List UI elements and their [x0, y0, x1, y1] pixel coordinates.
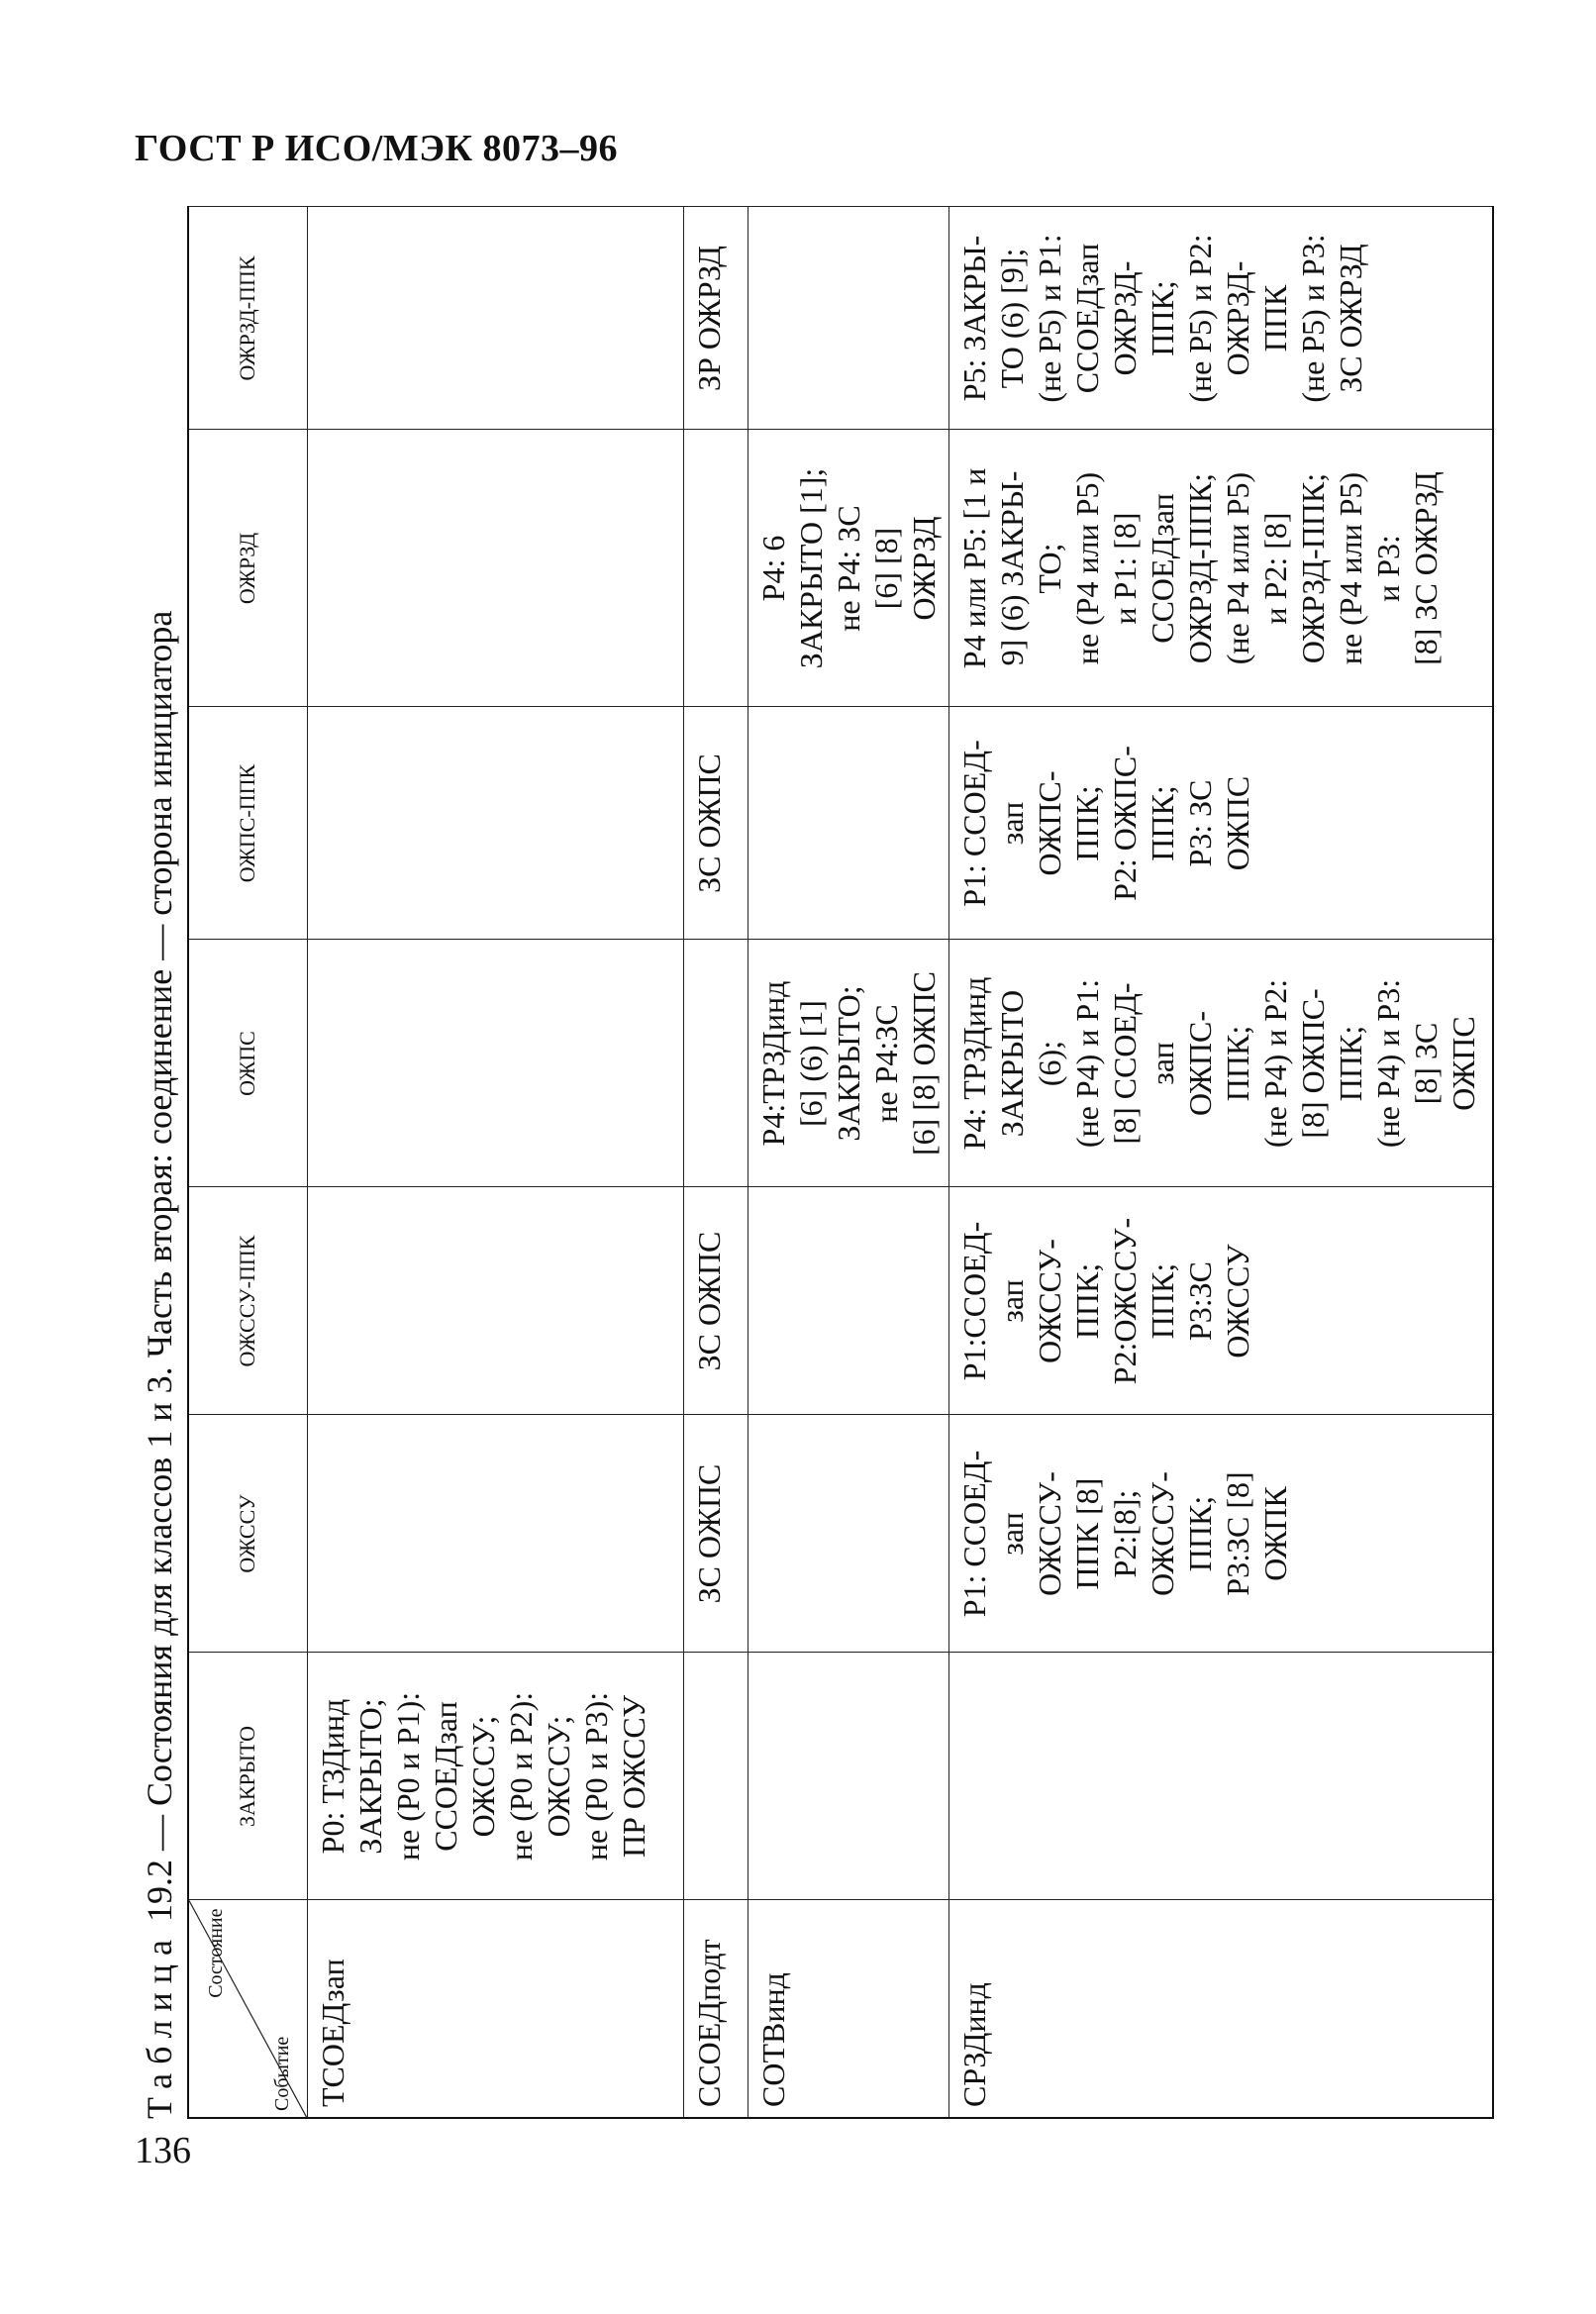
- state-header: ОЖПС-ППК: [188, 707, 307, 940]
- table-cell: [948, 1415, 1493, 1653]
- caption-text: 19.2 — Состояния для классов 1 и 3. Часть вторая: соединение — сторона инициатора: [140, 610, 179, 1923]
- table-cell: [307, 1415, 683, 1653]
- page-number: 136: [135, 2130, 191, 2171]
- table-cell: [307, 207, 683, 430]
- cell-text: Р0: ТЗДинд ЗАКРЫТО; не (Р0 и Р1): ССОЕДзап ОЖССУ; не (Р0 и Р2): ОЖССУ; не (Р0 и Р3): ПР ОЖССУ: [314, 1691, 651, 1861]
- table-cell: [307, 940, 683, 1187]
- table-cell: [307, 1653, 683, 1900]
- table-cell: [748, 1187, 948, 1415]
- cell-text: Р4 или Р5: [1 и 9] (6) ЗАКРЫ- ТО; не (Р4 или Р5) и Р1: [8] ССОЕДзап ОЖРЗД-ППК; (не Р4 или Р5) и Р2: [8] ОЖРЗД-ППК; не (Р4 или Р5) и Р3: [8] ЗС ОЖРЗД: [955, 467, 1444, 669]
- corner-event-label: Событие: [270, 2036, 293, 2111]
- table-cell: [683, 430, 748, 707]
- table-cell: [948, 207, 1493, 430]
- state-header: ОЖРЗД-ППК: [188, 207, 307, 430]
- table-cell: [683, 1653, 748, 1900]
- caption-prefix: Таблица: [140, 1931, 179, 2119]
- table-header-row: [188, 207, 307, 2118]
- cell-text: Р1:ССОЕД- зап ОЖССУ- ППК; Р2:ОЖССУ- ППК; Р3:ЗС ОЖССУ: [955, 1217, 1255, 1385]
- document-header: ГОСТ Р ИСО/МЭК 8073–96: [135, 128, 619, 169]
- table-cell: [748, 1415, 948, 1653]
- corner-cell: [188, 1900, 307, 2118]
- table-cell: [948, 707, 1493, 940]
- cell-text: Р1: ССОЕД- зап ОЖПС- ППК; Р2: ОЖПС- ППК; Р3: ЗС ОЖПС: [955, 740, 1255, 907]
- cell-text: Р4: 6 ЗАКРЫТО [1]; не Р4: ЗС [6] [8] ОЖРЗД: [754, 467, 942, 669]
- corner-state-label: Состояние: [205, 1908, 227, 1998]
- event-label: СРЗДинд: [948, 1900, 1493, 2118]
- table-cell: [748, 1653, 948, 1900]
- table-row: [748, 207, 948, 2118]
- state-header: ЗАКРЫТО: [188, 1653, 307, 1900]
- cell-text: ЗС ОЖПС: [690, 1231, 727, 1371]
- table-cell: [683, 707, 748, 940]
- rotated-table-block: [138, 208, 1489, 2119]
- cell-text: Р1: ССОЕД- зап ОЖССУ- ППК [8] Р2:[8]; ОЖССУ- ППК; Р3:ЗС [8] ОЖПК: [955, 1450, 1293, 1618]
- state-header: ОЖРЗД: [188, 430, 307, 707]
- table-cell: [307, 430, 683, 707]
- cell-text: ЗР ОЖРЗД: [690, 246, 727, 391]
- table-caption: [138, 611, 182, 2119]
- table-cell: [307, 1187, 683, 1415]
- table-cell: [683, 1415, 748, 1653]
- table-cell: [683, 207, 748, 430]
- state-header: ОЖПС: [188, 940, 307, 1187]
- cell-text: ЗС ОЖПС: [690, 754, 727, 893]
- cell-text: Р5: ЗАКРЫ- ТО (6) [9]; (не Р5) и Р1: ССОЕДзап ОЖРЗД- ППК; (не Р5) и Р2: ОЖРЗД- ППК (не Р5) и Р3: ЗС ОЖРЗД: [955, 234, 1368, 403]
- event-label: ССОЕДподт: [683, 1900, 748, 2118]
- table-row: [948, 207, 1493, 2118]
- table-cell: [748, 207, 948, 430]
- table-cell: [307, 707, 683, 940]
- cell-text: Р4:ТРЗДинд [6] (6) [1] ЗАКРЫТО; не Р4:ЗС [6] [8] ОЖПС: [754, 970, 942, 1157]
- event-label: ТСОЕДзап: [307, 1900, 683, 2118]
- table-cell: [748, 430, 948, 707]
- table-row: [307, 207, 683, 2118]
- state-header: ОЖССУ-ППК: [188, 1187, 307, 1415]
- table-cell: [948, 430, 1493, 707]
- table-cell: [683, 940, 748, 1187]
- states-table: [187, 207, 1494, 2120]
- cell-text: ЗС ОЖПС: [690, 1463, 727, 1604]
- table-cell: [683, 1187, 748, 1415]
- state-header: ОЖССУ: [188, 1415, 307, 1653]
- cell-text: Р4: ТРЗДинд ЗАКРЫТО (6); (не Р4) и Р1: [8] ССОЕД- зап ОЖПС- ППК; (не Р4) и Р2: [8] ОЖПС- ППК; (не Р4) и Р3: [8] ЗС ОЖПС: [955, 976, 1481, 1151]
- table-cell: [948, 1653, 1493, 1900]
- table-row: [683, 207, 748, 2118]
- table-cell: [748, 940, 948, 1187]
- table-cell: [948, 940, 1493, 1187]
- table-cell: [748, 707, 948, 940]
- table-cell: [948, 1187, 1493, 1415]
- event-label: СОТВинд: [748, 1900, 948, 2118]
